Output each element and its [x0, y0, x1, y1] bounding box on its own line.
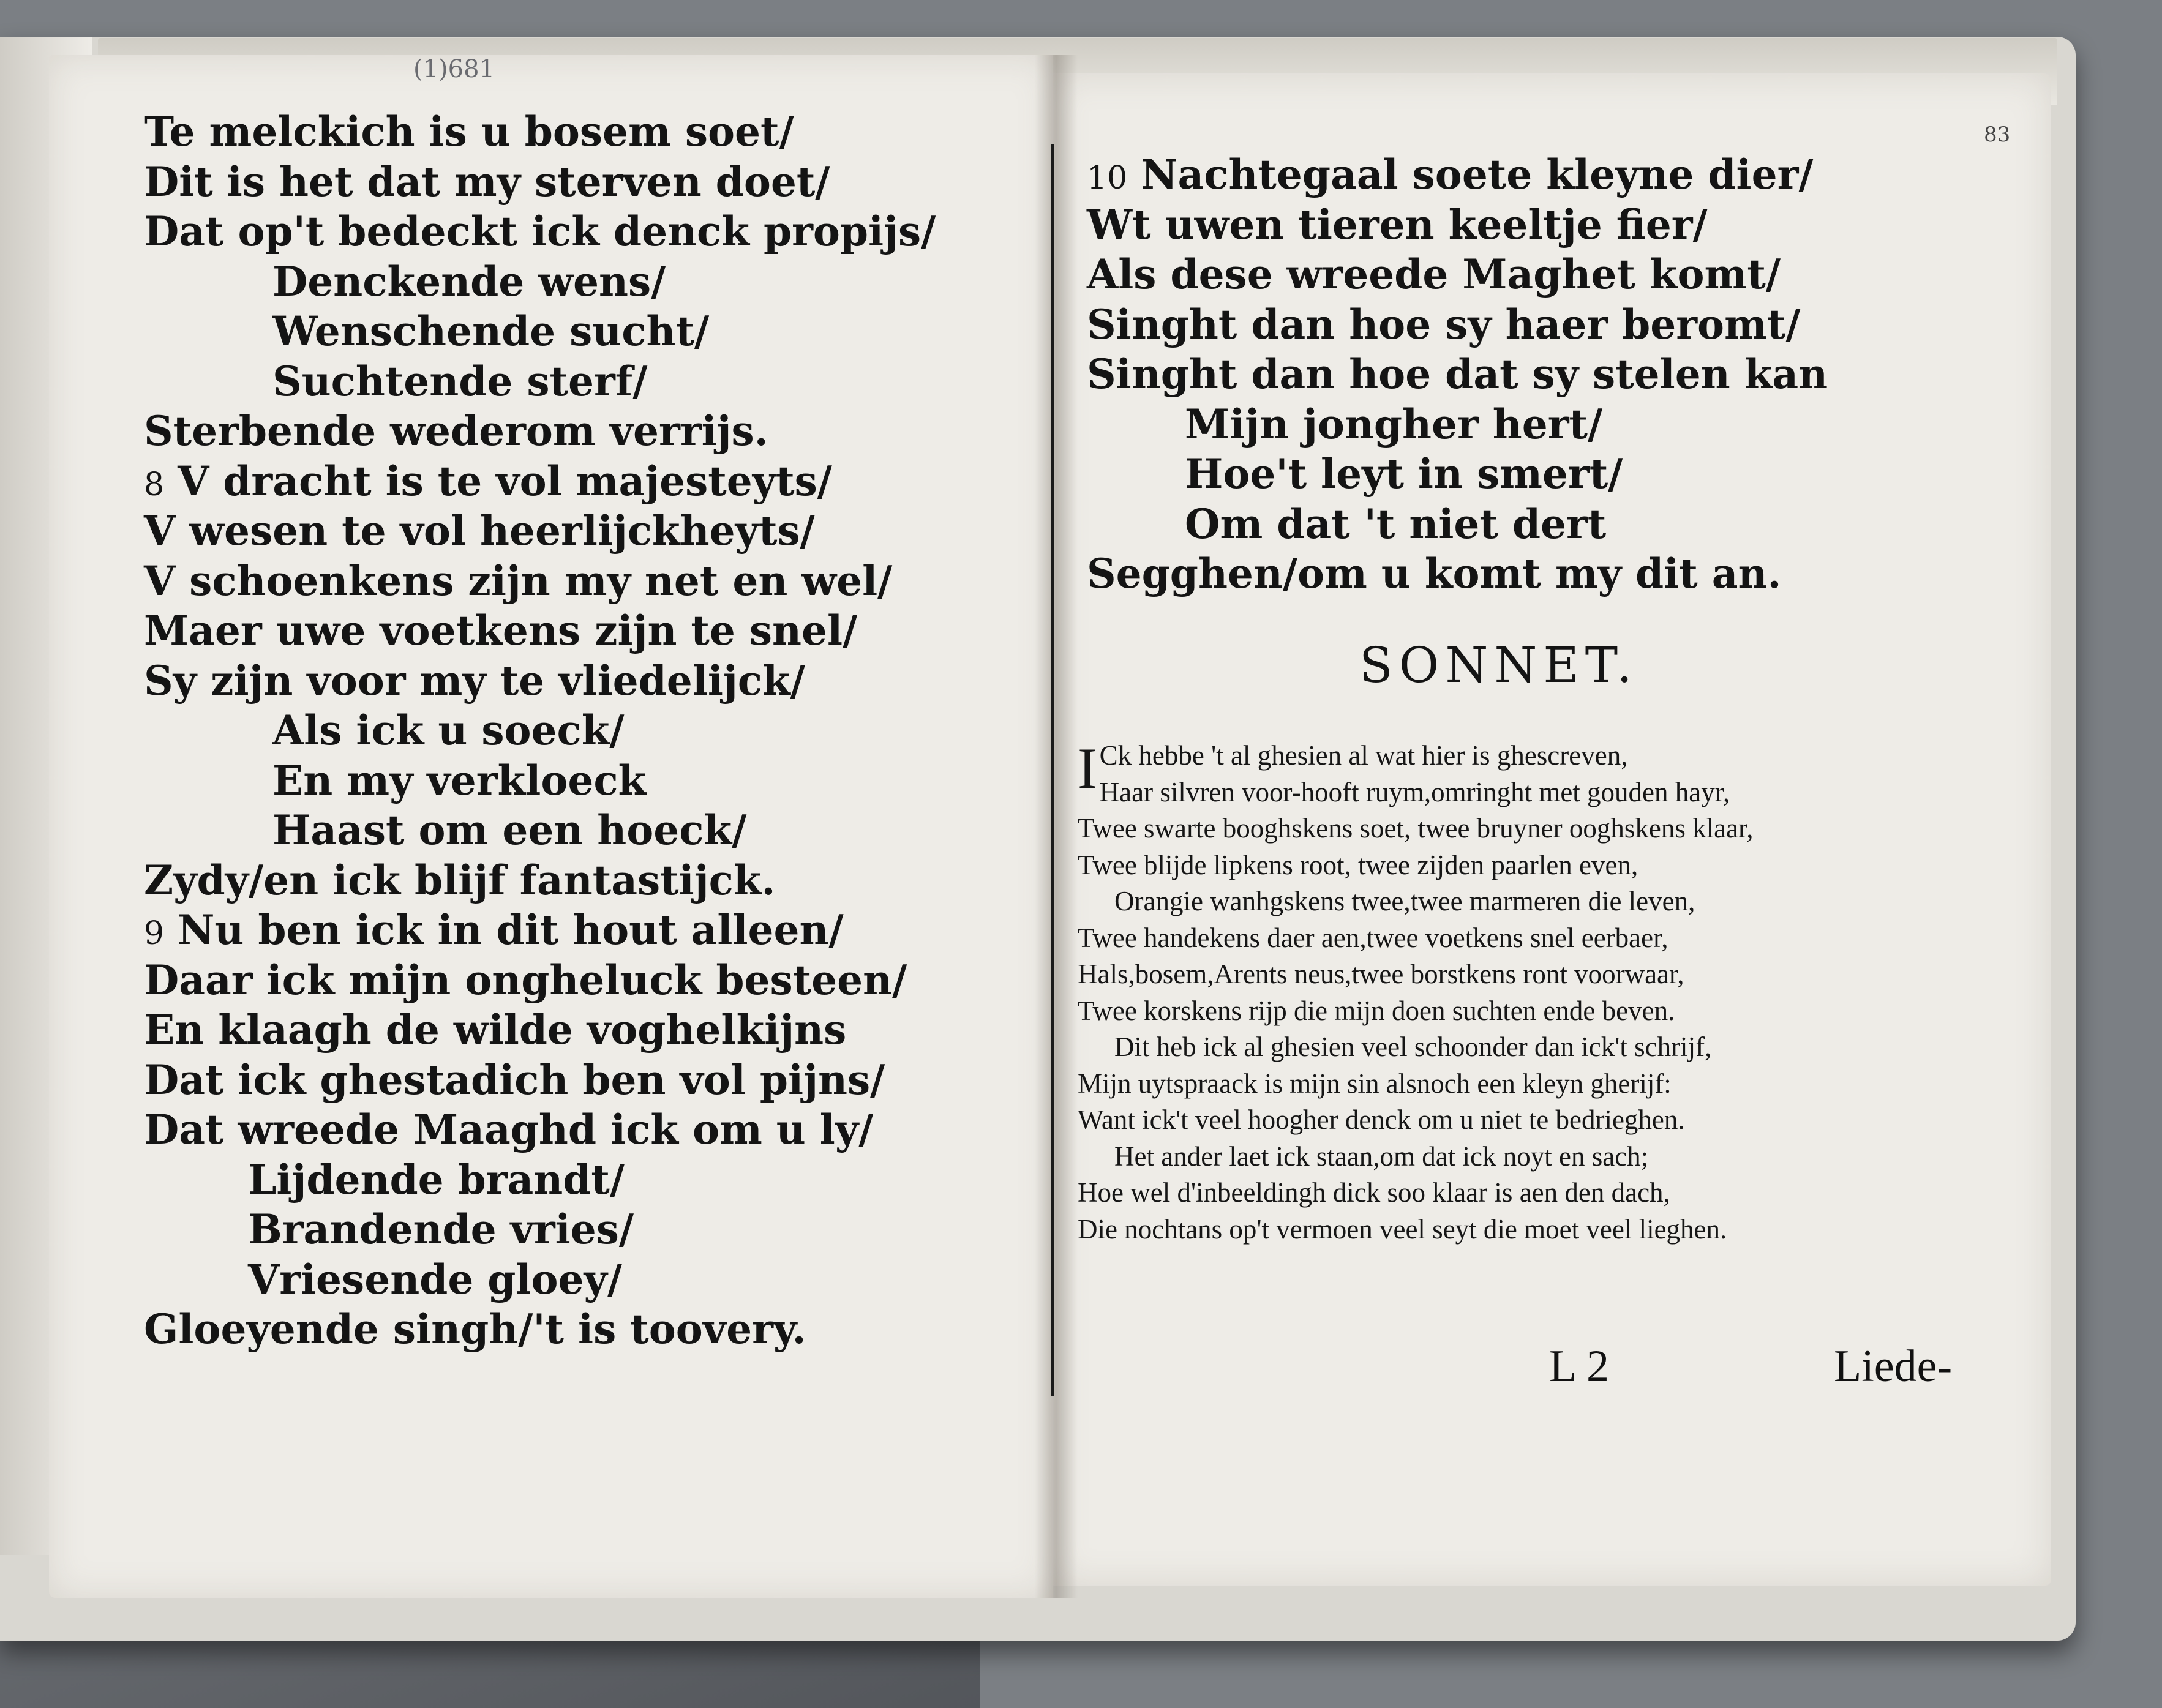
- verse-line: [1087, 350, 2017, 400]
- verse-line: [144, 357, 1032, 407]
- verse-line: [144, 806, 1032, 856]
- verse-line: [1087, 500, 2017, 550]
- verse-line: [144, 406, 1032, 457]
- drop-cap: I: [1078, 736, 1097, 801]
- verse-text: Zydy/en ick blijf fantastijck.: [144, 856, 776, 904]
- sonnet-text: Dit heb ick al ghesien veel schoonder dan ick't schrijf,: [1114, 1032, 1712, 1062]
- verse-line: [144, 706, 1032, 756]
- sonnet-line: [1078, 883, 2045, 920]
- verse-text: Haast om een hoeck/: [272, 806, 747, 854]
- verse-text: Dat ick ghestadich ben vol pijns/: [144, 1055, 885, 1104]
- verse-text: En klaagh de wilde voghelkijns: [144, 1006, 847, 1054]
- verse-text: Segghen/om u komt my dit an.: [1087, 550, 1782, 597]
- sonnet-text: Twee korskens rijp die mijn doen suchten ende beven.: [1078, 995, 1675, 1026]
- sonnet-line: [1078, 1175, 2045, 1212]
- sonnet-line: [1078, 920, 2045, 957]
- signature-mark: L 2: [1549, 1341, 1609, 1391]
- verse-line: [144, 856, 1032, 906]
- sonnet-title: SONNET.: [1359, 637, 1638, 694]
- sonnet-line: [1078, 1102, 2045, 1139]
- sonnet-line: [1078, 847, 2045, 884]
- sonnet-text: Mijn uytspraack is mijn sin alsnoch een kleyn gherijf:: [1078, 1068, 1672, 1099]
- verse-line: [144, 756, 1032, 806]
- right-verse-column: [1087, 150, 2017, 599]
- verse-text: Als dese wreede Maghet komt/: [1087, 250, 1781, 298]
- sonnet-line: [1078, 1212, 2045, 1248]
- verse-text: Sy zijn voor my te vliedelijck/: [144, 656, 805, 705]
- book-gutter: [1035, 55, 1078, 1598]
- sonnet-text: Die nochtans op't vermoen veel seyt die moet veel lieghen.: [1078, 1213, 1727, 1245]
- verse-text: Wt uwen tieren keeltje fier/: [1087, 200, 1708, 249]
- sonnet-text: Het ander laet ick staan,om dat ick noyt en sach;: [1114, 1141, 1649, 1172]
- verse-text: En my verkloeck: [272, 756, 647, 804]
- verse-line: [1087, 250, 2017, 300]
- sonnet-text: Hoe wel d'inbeeldingh dick soo klaar is aen den dach,: [1078, 1177, 1670, 1208]
- sonnet-line: [1078, 956, 2045, 993]
- verse-line: [144, 1305, 1032, 1355]
- verse-line: [144, 307, 1032, 357]
- verse-text: Wenschende sucht/: [272, 307, 710, 355]
- verse-line: [144, 1055, 1032, 1106]
- folio-number: 83: [1984, 122, 2011, 147]
- column-rule: [1051, 144, 1054, 1396]
- verse-line: [1087, 150, 2017, 200]
- sonnet-line: [1078, 1029, 2045, 1066]
- verse-line: [1087, 549, 2017, 599]
- verse-text: Hoe't leyt in smert/: [1185, 450, 1623, 498]
- verse-text: Mijn jongher hert/: [1185, 400, 1603, 448]
- left-verse-column: [144, 107, 1032, 1355]
- verse-line: [144, 257, 1032, 307]
- catchword: Liede-: [1834, 1341, 1953, 1391]
- verse-text: Als ick u soeck/: [272, 706, 625, 754]
- verse-line: [144, 1155, 1032, 1205]
- verse-line: [144, 656, 1032, 706]
- verse-line: [144, 606, 1032, 656]
- manuscript-number: (1)681: [413, 55, 495, 83]
- verse-text: Dat op't bedeckt ick denck propijs/: [144, 208, 936, 255]
- verse-text: Maer uwe voetkens zijn te snel/: [144, 607, 858, 654]
- sonnet-text: Twee blijde lipkens root, twee zijden paarlen even,: [1078, 849, 1638, 880]
- stanza-number: 8: [144, 466, 165, 503]
- sonnet-body: [1078, 738, 2045, 1248]
- sonnet-text: Twee swarte booghskens soet, twee bruyner ooghskens klaar,: [1078, 813, 1754, 844]
- sonnet-line: [1078, 993, 2045, 1030]
- verse-text: Te melckich is u bosem soet/: [144, 108, 794, 155]
- verse-text: Dat wreede Maaghd ick om u ly/: [144, 1106, 874, 1153]
- verse-line: [144, 905, 1032, 956]
- verse-line: [144, 207, 1032, 257]
- verse-text: Dit is het dat my sterven doet/: [144, 157, 830, 206]
- verse-line: [1087, 300, 2017, 350]
- stanza-number: 10: [1087, 160, 1128, 197]
- verse-line: [144, 457, 1032, 507]
- sonnet-line: [1078, 1139, 2045, 1175]
- verse-line: [144, 157, 1032, 208]
- verse-text: Singht dan hoe dat sy stelen kan: [1087, 350, 1828, 398]
- verse-line: [1087, 200, 2017, 250]
- verse-line: [144, 506, 1032, 556]
- verse-text: Vriesende gloey/: [248, 1255, 622, 1303]
- sonnet-line: [1078, 811, 2045, 847]
- verse-line: [1087, 449, 2017, 500]
- sonnet-text: Want ick't veel hoogher denck om u niet te bedrieghen.: [1078, 1104, 1685, 1135]
- verse-line: [144, 556, 1032, 607]
- verse-line: [144, 1255, 1032, 1305]
- verse-text: Gloeyende singh/'t is toovery.: [144, 1305, 806, 1353]
- verse-text: Brandende vries/: [248, 1205, 634, 1253]
- verse-text: V wesen te vol heerlijckheyts/: [144, 507, 815, 555]
- verse-text: V dracht is te vol majesteyts/: [178, 457, 832, 505]
- verse-line: [144, 1105, 1032, 1155]
- verse-text: Singht dan hoe sy haer beromt/: [1087, 300, 1801, 348]
- verse-text: Suchtende sterf/: [272, 357, 648, 405]
- verse-text: Daar ick mijn ongheluck besteen/: [144, 956, 907, 1004]
- sonnet-text: Twee handekens daer aen,twee voetkens snel eerbaer,: [1078, 922, 1668, 953]
- verse-line: [1087, 400, 2017, 450]
- sonnet-text: Orangie wanhgskens twee,twee marmeren die leven,: [1114, 886, 1695, 916]
- verse-line: [144, 1005, 1032, 1055]
- verse-text: V schoenkens zijn my net en wel/: [144, 556, 893, 605]
- sonnet-text: Haar silvren voor-hooft ruym,omringht met gouden hayr,: [1099, 776, 1730, 807]
- verse-text: Sterbende wederom verrijs.: [144, 407, 768, 455]
- verse-line: [144, 956, 1032, 1006]
- verse-text: Om dat 't niet dert: [1185, 500, 1607, 548]
- verse-text: Denckende wens/: [272, 257, 666, 305]
- sonnet-line: [1078, 1066, 2045, 1103]
- verse-line: [144, 107, 1032, 157]
- sonnet-text: Hals,bosem,Arents neus,twee borstkens ront voorwaar,: [1078, 959, 1684, 989]
- sonnet-text: Ck hebbe 't al ghesien al wat hier is ghescreven,: [1099, 740, 1628, 771]
- sonnet-line: [1078, 774, 2045, 811]
- verse-text: Nu ben ick in dit hout alleen/: [178, 906, 844, 954]
- verse-line: [144, 1205, 1032, 1255]
- verse-text: Lijdende brandt/: [248, 1155, 625, 1204]
- verse-text: Nachtegaal soete kleyne dier/: [1141, 151, 1814, 198]
- stanza-number: 9: [144, 915, 165, 952]
